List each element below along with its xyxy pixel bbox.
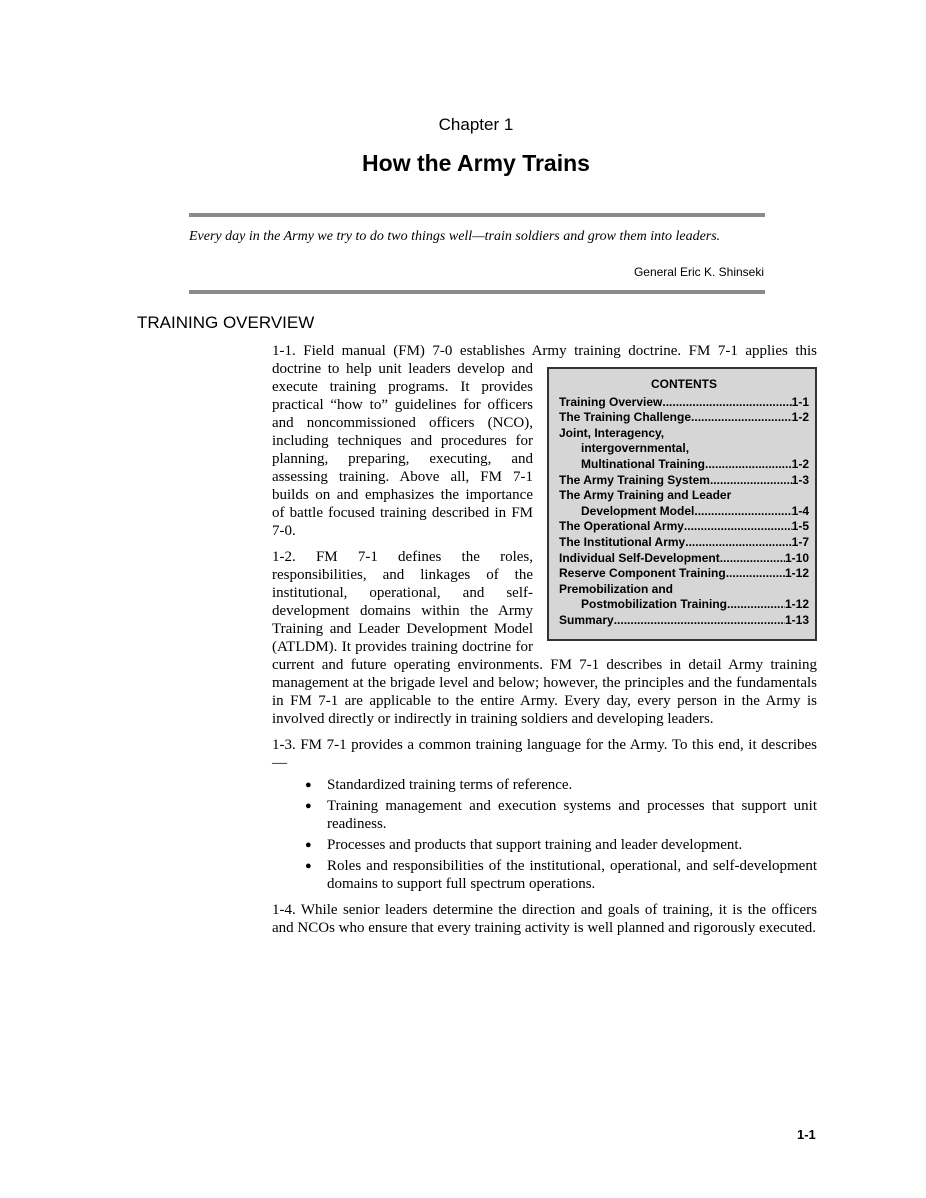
contents-entry-page: 1-10 bbox=[784, 550, 809, 565]
contents-entry-page: 1-2 bbox=[791, 410, 809, 425]
contents-leader-dots bbox=[662, 395, 791, 411]
contents-entry-page: 1-4 bbox=[791, 503, 809, 518]
contents-entry bbox=[559, 504, 809, 520]
contents-entry-page: 1-13 bbox=[784, 612, 809, 627]
bullet-list bbox=[272, 776, 817, 893]
contents-entry-label: Development Model bbox=[581, 503, 695, 518]
page-number: 1-1 bbox=[797, 1127, 816, 1142]
contents-entry-line: intergovernmental, bbox=[581, 441, 690, 456]
contents-entry bbox=[559, 613, 809, 629]
contents-entry-page: 1-1 bbox=[791, 394, 809, 409]
contents-entry bbox=[559, 473, 809, 489]
contents-entry-label: Training Overview bbox=[559, 394, 663, 409]
paragraph-1-3: 1-3. FM 7-1 provides a common training language for the Army. To this end, it describes— bbox=[272, 737, 817, 771]
contents-entry-label: Summary bbox=[559, 612, 614, 627]
contents-entry bbox=[559, 597, 809, 613]
contents-entry-line: The Army Training and Leader bbox=[559, 488, 732, 503]
contents-entry-line: Joint, Interagency, bbox=[559, 425, 665, 440]
contents-entry bbox=[559, 551, 809, 567]
contents-leader-dots bbox=[727, 597, 785, 613]
contents-entry-page: 1-5 bbox=[791, 519, 809, 534]
contents-entry-line: Premobilization and bbox=[559, 581, 674, 596]
contents-entry bbox=[559, 457, 809, 473]
epigraph-quote: Every day in the Army we try to do two things well—train soldiers and grow them into leaders. bbox=[189, 229, 721, 244]
contents-entry-page: 1-7 bbox=[791, 534, 809, 549]
contents-leader-dots bbox=[685, 535, 791, 551]
chapter-title: How the Army Trains bbox=[362, 150, 590, 176]
contents-title: CONTENTS bbox=[651, 377, 717, 391]
contents-leader-dots bbox=[614, 613, 785, 629]
paragraph-1-1 bbox=[272, 342, 817, 627]
section-heading: TRAINING OVERVIEW bbox=[137, 313, 315, 332]
contents-leader-dots bbox=[726, 566, 785, 582]
list-item: ● Processes and products that support training and leader development. bbox=[327, 836, 817, 854]
contents-leader-dots bbox=[710, 473, 792, 489]
paragraph-1-4: 1-4. While senior leaders determine the direction and goals of training, it is the officers and NCOs who ensure that every training activity is well planned and rigorously executed. bbox=[272, 902, 817, 936]
contents-entry-page: 1-12 bbox=[784, 566, 809, 581]
contents-box bbox=[547, 367, 817, 641]
contents-entry-label: Individual Self-Development bbox=[559, 550, 720, 565]
epigraph-attribution: General Eric K. Shinseki bbox=[633, 265, 764, 279]
contents-entry bbox=[559, 519, 809, 535]
paragraph-1-2: 1-2. FM 7-1 defines the roles, responsibilities, and linkages of the institutional, operational, and self-development domains within the Army Training and Leader Development Model (ATLDM). It provides training doctrine for current and future operating environments. FM 7-1 describes in detail Army training management at the brigade level and below; however, the principles and the fundamentals in FM 7-1 are applicable to the entire Army. Every day, every person in the Army is involved directly or indirectly in training soldiers and developing leaders. bbox=[272, 549, 817, 727]
contents-entry-page: 1-3 bbox=[791, 472, 809, 487]
contents-entry-label: The Institutional Army bbox=[559, 534, 686, 549]
contents-leader-dots bbox=[720, 551, 785, 567]
contents-entry-label: Multinational Training bbox=[581, 456, 705, 471]
top-rule bbox=[189, 213, 765, 217]
paragraph-1-1-text: 1-1. Field manual (FM) 7-0 establishes Army training doctrine. FM 7-1 applies this doctrine to help unit leaders develop and execute training programs. It provides practical “how to” guidelines for officers and noncommissioned officers (NCO), including techniques and procedures for planning, preparing, executing, and assessing training. Above all, FM 7-1 builds on and emphasizes the importance of battle focused training described in FM 7-0. bbox=[272, 343, 817, 539]
contents-entry-label: Reserve Component Training bbox=[559, 566, 726, 581]
contents-leader-dots bbox=[705, 457, 792, 473]
contents-leader-dots bbox=[691, 410, 792, 426]
contents-entry-label: The Army Training System bbox=[559, 472, 710, 487]
list-item: ● Standardized training terms of reference. bbox=[327, 776, 817, 794]
contents-entry-label: The Training Challenge bbox=[559, 410, 692, 425]
list-item: ● Roles and responsibilities of the institutional, operational, and self-development domains to support full spectrum operations. bbox=[327, 857, 817, 893]
contents-entry bbox=[559, 535, 809, 551]
contents-entry bbox=[559, 395, 809, 411]
chapter-label: Chapter 1 bbox=[438, 115, 514, 134]
body-text bbox=[272, 342, 817, 945]
contents-entry-label: Postmobilization Training bbox=[581, 597, 728, 612]
contents-entry bbox=[559, 410, 809, 426]
contents-leader-dots bbox=[694, 504, 791, 520]
contents-entry-label: The Operational Army bbox=[559, 519, 684, 534]
contents-entry-page: 1-12 bbox=[784, 597, 809, 612]
list-item: ● Training management and execution systems and processes that support unit readiness. bbox=[327, 797, 817, 833]
contents-entry bbox=[559, 566, 809, 582]
contents-leader-dots bbox=[684, 519, 792, 535]
contents-entry-page: 1-2 bbox=[791, 456, 809, 471]
bottom-rule bbox=[189, 290, 765, 294]
